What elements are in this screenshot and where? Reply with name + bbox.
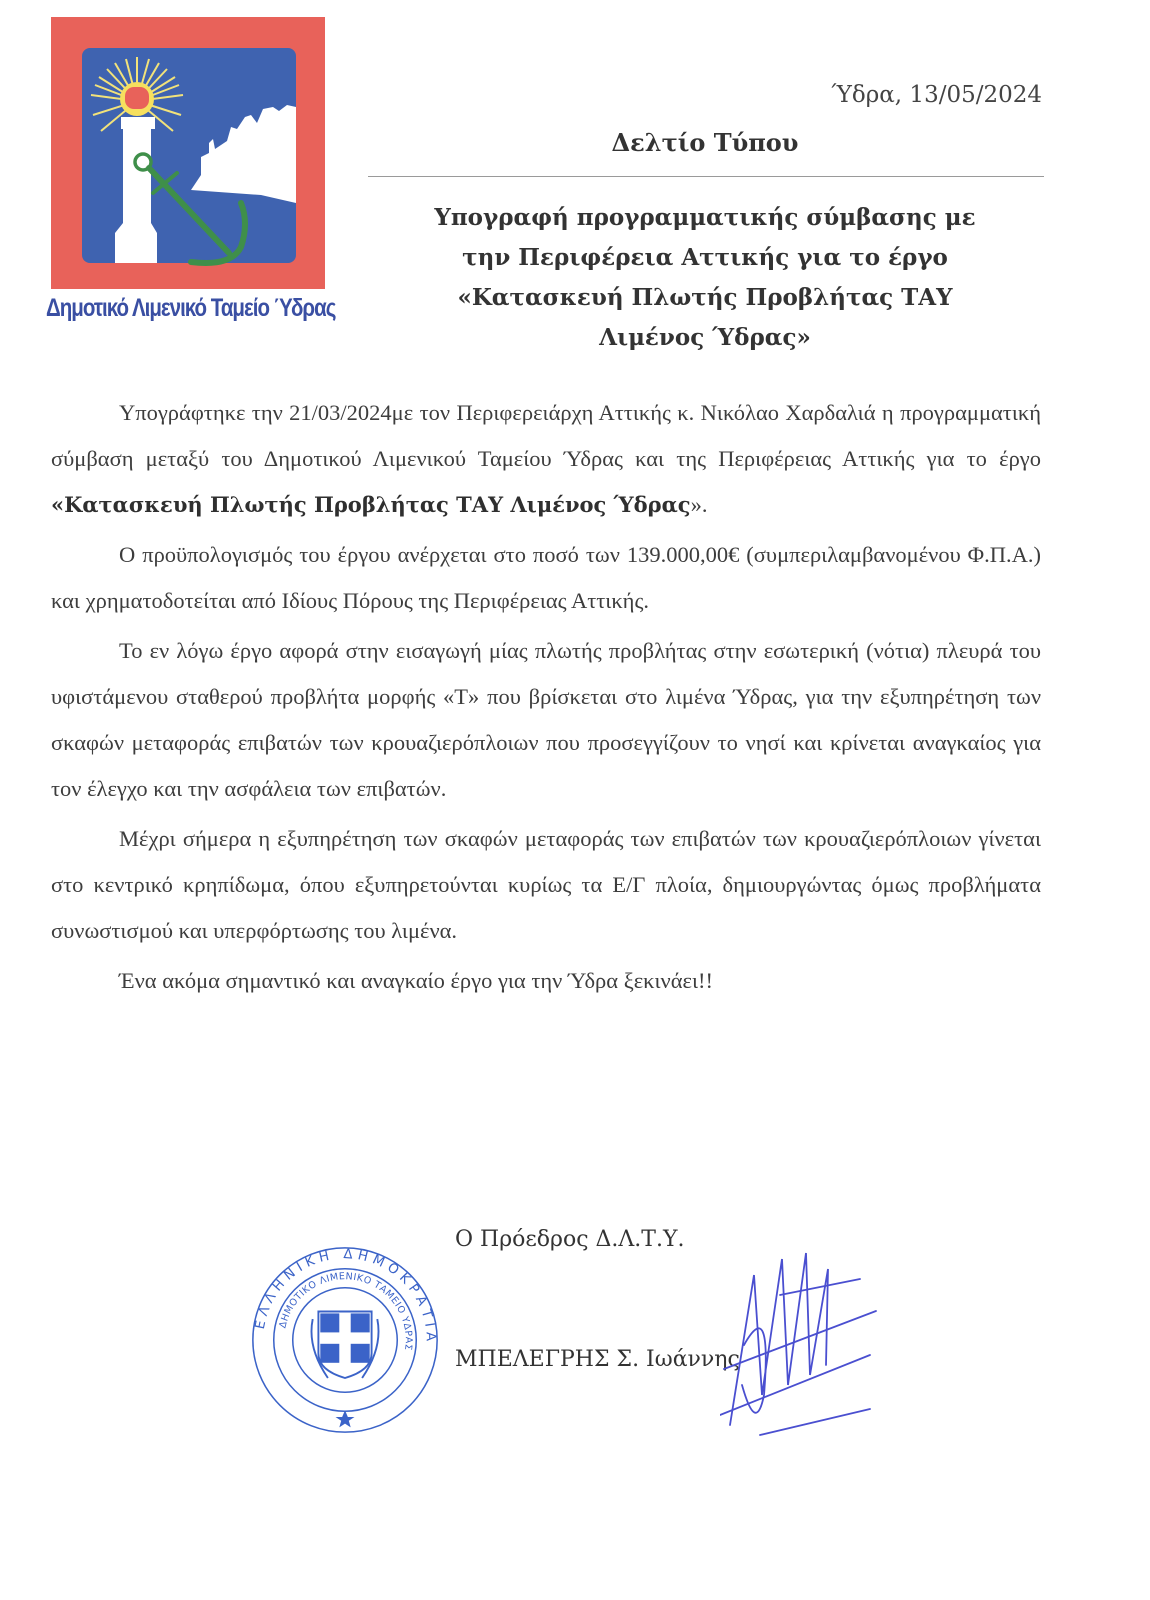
headline-line: την Περιφέρεια Αττικής για το έργο: [462, 244, 948, 271]
paragraph-text: Υπογράφτηκε την 21/03/2024με τον Περιφερειάρχη Αττικής κ. Νικόλαο Χαρδαλιά η προγραμματική σύμβαση μεταξύ του Δημοτικού Λιμενικού Ταμείου Ύδρας και της Περιφέρειας Αττικής για το έργο: [51, 400, 1041, 471]
quote-close: ».: [690, 492, 708, 517]
headline-line: «Κατασκευή Πλωτής Προβλήτας ΤΑΥ: [457, 284, 953, 311]
stamp-inner-text: ΔΗΜΟΤΙΚΟ ΛΙΜΕΝΙΚΟ ΤΑΜΕΙΟ ΥΔΡΑΣ: [277, 1271, 414, 1352]
paragraph-budget: Ο προϋπολογισμός του έργου ανέρχεται στο ποσό των 139.000,00€ (συμπεριλαμβανομένου Φ.Π.Α.) και χρηματοδοτείται από Ιδίους Πόρους της Περιφέρειας Αττικής.: [51, 542, 1041, 613]
headline-line: Υπογραφή προγραμματικής σύμβασης με: [434, 204, 976, 231]
signatory-title: Ο Πρόεδρος Δ.Λ.Τ.Υ.: [455, 1227, 685, 1252]
handwritten-signature-icon: [720, 1245, 880, 1445]
paragraph-signing: [51, 390, 1041, 528]
headline: [365, 198, 1045, 358]
paragraph-closing: Ένα ακόμα σημαντικό και αναγκαίο έργο για την Ύδρα ξεκινάει!!: [119, 968, 714, 993]
quote-open: «: [51, 492, 65, 517]
signature-block: [250, 1225, 890, 1475]
lamp: [125, 87, 149, 109]
logo-caption: [46, 294, 336, 334]
headline-line: Λιμένος Ύδρας»: [599, 324, 811, 351]
logo-caption-text: Δημοτικό Λιμενικό Ταμείο Ύδρας: [46, 294, 336, 322]
signatory-text: [455, 1225, 755, 1375]
press-release-body: [51, 390, 1041, 1008]
document-type-title: Δελτίο Τύπου: [611, 128, 799, 157]
project-name-bold: Κατασκευή Πλωτής Προβλήτας ΤΑΥ Λιμένος Ύδρας: [64, 492, 691, 517]
date-line: Ύδρα, 13/05/2024: [831, 82, 1042, 108]
lighthouse-anchor-logo-icon: [51, 17, 325, 289]
header-divider: [368, 176, 1044, 177]
signatory-name: ΜΠΕΛΕΓΡΗΣ Σ. Ιωάννης: [455, 1347, 740, 1372]
official-stamp-icon: [250, 1245, 440, 1435]
greek-coat-of-arms-icon: [311, 1312, 378, 1428]
paragraph-current-state: Μέχρι σήμερα η εξυπηρέτηση των σκαφών μεταφοράς των επιβατών των κρουαζιερόπλοιων γίνεται στο κεντρικό κρηπίδωμα, όπου εξυπηρετούνται κυρίως τα Ε/Γ πλοία, δημιουργώντας όμως προβλήματα συνωστισμού και υπερφόρτωσης του λιμένα.: [51, 826, 1041, 943]
paragraph-scope: Το εν λόγω έργο αφορά στην εισαγωγή μίας πλωτής προβλήτας στην εσωτερική (νότια) πλευρά του υφιστάμενου σταθερού προβλήτα μορφής «Τ» που βρίσκεται στο λιμένα Ύδρας, για την εξυπηρέτηση των σκαφών μεταφοράς επιβατών των κρουαζιερόπλοιων που προσεγγίζουν το νησί και κρίνεται αναγκαίος για τον έλεγχο και την ασφάλεια των επιβατών.: [51, 638, 1041, 801]
stamp-outer-text: ΕΛΛΗΝΙΚΗ ΔΗΜΟΚΡΑΤΙΑ: [252, 1247, 438, 1346]
organization-logo: [51, 17, 325, 289]
